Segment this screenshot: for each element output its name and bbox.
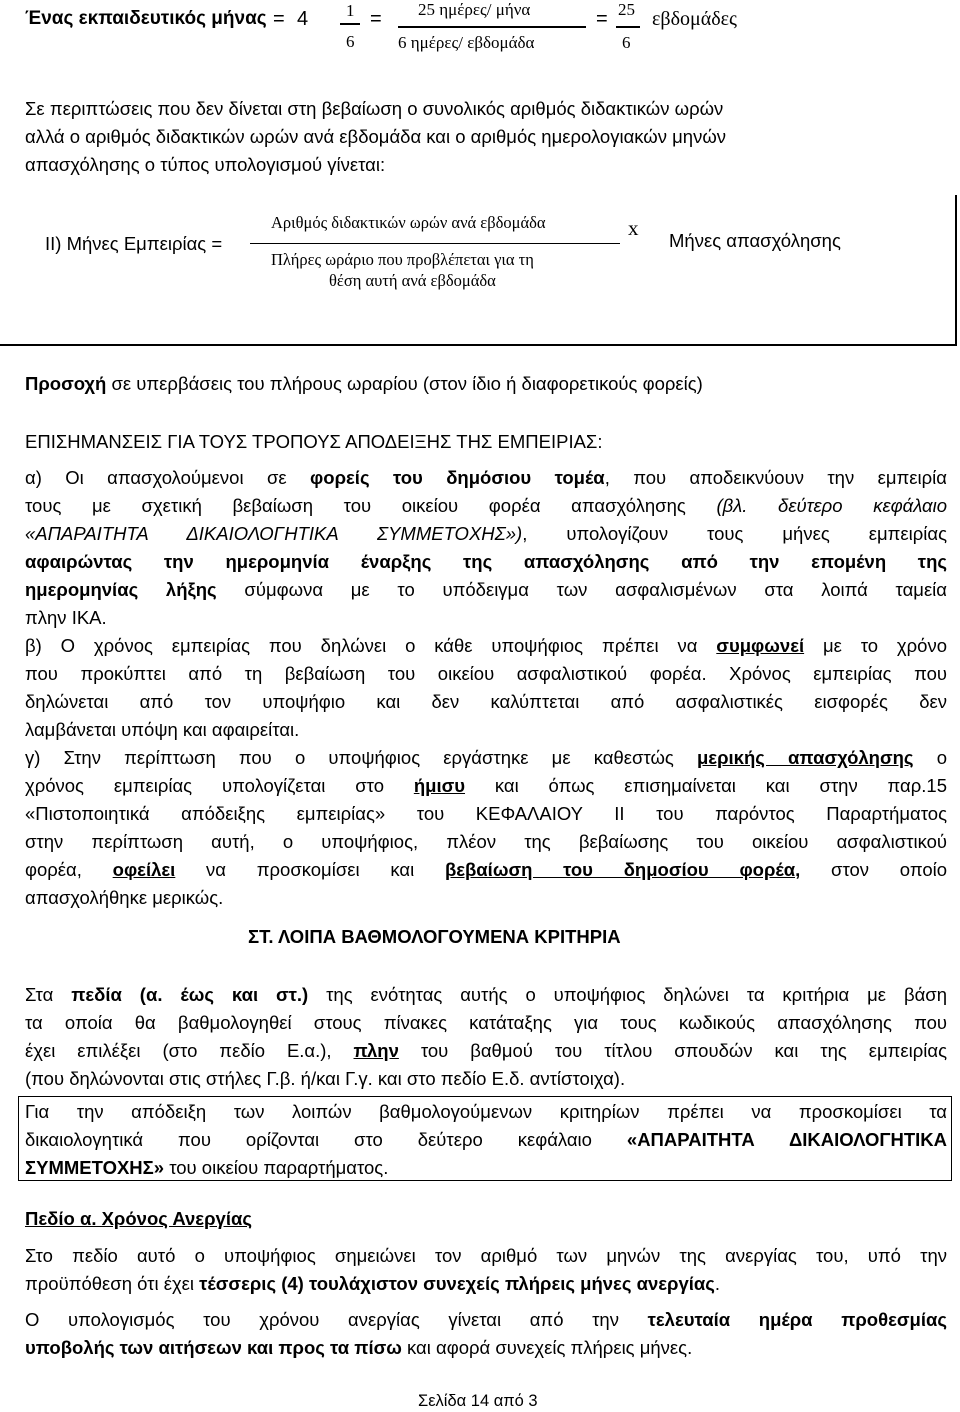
section-heading: ΣΤ. ΛΟΙΠΑ ΒΑΘΜΟΛΟΓΟΥΜΕΝΑ ΚΡΙΤΗΡΙΑ — [248, 926, 621, 947]
remark-b: β) Ο χρόνος εμπειρίας που δηλώνει ο κάθε υποψήφιος πρέπει να συμφωνεί με το χρόνο — [25, 635, 947, 656]
formula-label: ΙΙ) Μήνες Εμπειρίας = — [45, 233, 223, 254]
formula-unit: εβδομάδες — [652, 8, 737, 30]
fraction-denominator: 6 ημέρες/ εβδομάδα — [398, 33, 535, 52]
remark-c: γ) Στην περίπτωση που ο υποψήφιος εργάστηκε με καθεστώς μερικής απασχόλησης ο — [25, 747, 948, 768]
fraction-bar — [616, 26, 640, 28]
box-bottom-border — [0, 344, 957, 346]
fraction-denominator-six: 6 — [622, 33, 631, 52]
months-of-employment: Μήνες απασχόλησης — [669, 230, 841, 251]
formula-label: Ένας εκπαιδευτικός μήνας — [25, 8, 267, 29]
fraction-bar — [340, 23, 360, 25]
boxed-note-text: Για την απόδειξη των λοιπών βαθμολογούμενων κριτηρίων πρέπει να προσκομίσει τα δικαιολογητικά που ορίζονται στο δεύτερο κεφάλαιο «ΑΠΑΡΑΙΤΗΤΑ ΔΙΚΑΙΟΛΟΓΗΤΙΚΑ ΣΥΜΜΕΤΟΧΗΣ» του οικείου παραρτήματος. — [25, 1101, 948, 1178]
field-a-heading: Πεδίο α. Χρόνος Ανεργίας — [25, 1208, 252, 1229]
equals-sign: = — [370, 8, 382, 30]
fraction-numerator: 25 ημέρες/ μήνα — [418, 0, 531, 19]
field-a-paragraph-2: Ο υπολογισμός του χρόνου ανεργίας γίνεται από την τελευταία ημέρα προθεσμίας υποβολής των αιτήσεων και προς τα πίσω και αφορά συνεχείς πλήρεις μήνες. — [25, 1309, 947, 1358]
intro-paragraph: Σε περιπτώσεις που δεν δίνεται στη βεβαίωση ο συνολικός αριθμός διδακτικών ωρών αλλά ο αριθμός διδακτικών ωρών ανά εβδομάδα και ο αριθμός ημερολογιακών μηνών απασχόλησης ο τύπος υπολογισμού γίνεται: — [25, 98, 727, 175]
fraction-numerator-one: 1 — [346, 1, 355, 20]
fraction-bar — [398, 26, 586, 28]
equals-sign: = — [596, 8, 608, 30]
fraction-denominator-six: 6 — [346, 32, 355, 51]
remark-a: α) Οι απασχολούμενοι σε φορείς του δημόσιου τομέα, που αποδεικνύουν την εμπειρία — [25, 467, 947, 488]
box-right-border — [955, 195, 957, 345]
field-a-paragraph-1: Στο πεδίο αυτό ο υποψήφιος σημειώνει τον αριθμό των μηνών της ανεργίας του, υπό την προϋπόθεση ότι έχει τέσσερις (4) τουλάχιστον συνεχείς πλήρεις μήνες ανεργίας. — [25, 1245, 947, 1294]
remarks-heading: ΕΠΙΣΗΜΑΝΣΕΙΣ ΓΙΑ ΤΟΥΣ ΤΡΟΠΟΥΣ ΑΠΟΔΕΙΞΗΣ ΤΗΣ ΕΜΠΕΙΡΙΑΣ: — [25, 431, 603, 452]
fraction-numerator: Αριθμός διδακτικών ωρών ανά εβδομάδα — [271, 213, 546, 232]
remarks-body: α) Οι απασχολούμενοι σε φορείς του δημόσιου τομέα, που αποδεικνύουν την εμπειρία τους με σχετική βεβαίωση του οικείου φορέα απασχόλησης (βλ. δεύτερο κεφάλαιο «ΑΠΑΡΑΙΤΗΤΑ ΔΙΚΑΙΟΛΟΓΗΤΙΚΑ ΣΥΜΜΕΤΟΧΗΣ»), υπολογίζουν τους μήνες εμπειρίας αφαιρώντας την ημερομηνία έναρξης της απασχόλησης από την επομένη της ημερομηνίας λήξης σύμφωνα με το υπόδειγμα των ασφαλισμένων στα λοιπά ταμεία πλην ΙΚΑ. β) Ο χρόνος εμπειρίας που δηλώνει ο κάθε υποψήφιος πρέπει να συμφωνεί με το χρόνο που προκύπτει από τη βεβαίωση του οικείου ασφαλιστικού φορέα. Χρόνος εμπειρίας που δηλώνεται από τον υποψήφιο και δεν καλύπτεται από ασφαλιστικές εισφορές δεν λαμβάνεται υπόψη και αφαιρείται. γ) Στην περίπτωση που ο υποψήφιος εργάστηκε με καθεστώς μερικής απασχόλησης ο χρόνος εμπειρίας υπολογίζεται στο ήμισυ και όπως επισημαίνεται και στην παρ.15 «Πιστοποιητικά απόδειξης εμπειρίας» του ΚΕΦΑΛΑΙΟΥ ΙΙ του παρόντος Παραρτήματος στην περίπτωση αυτή, ο υποψήφιος, πλέον της βεβαίωσης του οικείου ασφαλιστικού φορέα, οφείλει να προσκομίσει και βεβαίωση του δημοσίου φορέα, στον οποίο απασχολήθηκε μερικώς. — [25, 464, 947, 912]
fraction-numerator-25: 25 — [618, 0, 635, 19]
fraction-bar — [250, 243, 620, 244]
attention-note: Προσοχή σε υπερβάσεις του πλήρους ωραρίου (στον ίδιο ή διαφορετικούς φορείς) — [25, 373, 703, 394]
fields-paragraph: Στα πεδία (α. έως και στ.) της ενότητας αυτής ο υποψήφιος δηλώνει τα κριτήρια με βάση τα οποία θα βαθμολογηθεί στους πίνακες κατάταξης για τους κωδικούς απασχόλησης που έχει επιλέξει (στο πεδίο Ε.α.), πλην του βαθμού του τίτλου σπουδών και της εμπειρίας (που δηλώνονται στις στήλες Γ.β. ή/και Γ.γ. και στο πεδίο Ε.δ. αντίστοιχα). — [25, 984, 948, 1089]
multiplier-four: 4 — [297, 8, 309, 30]
equals-sign: = — [273, 8, 285, 30]
page-number: Σελίδα 14 από 3 — [418, 1392, 538, 1410]
times-sign: x — [628, 216, 639, 240]
fraction-denominator: θέση αυτή ανά εβδομάδα — [329, 271, 496, 290]
fraction-denominator: Πλήρες ωράριο που προβλέπεται για τη — [271, 250, 534, 269]
